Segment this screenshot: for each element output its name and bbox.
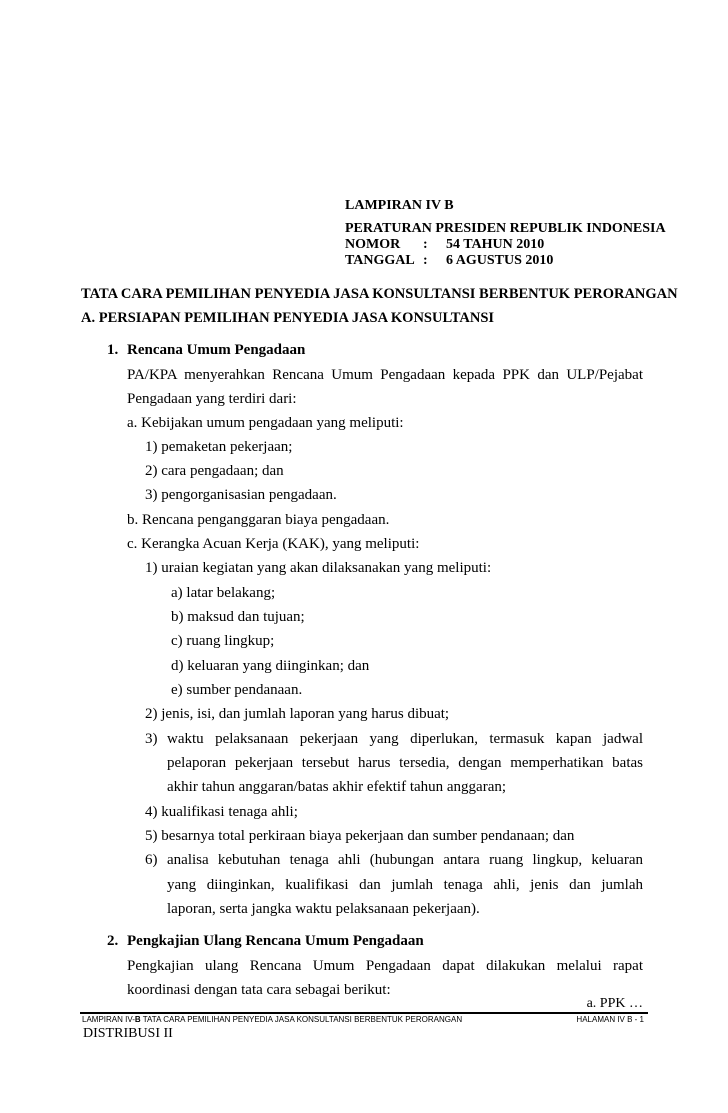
continuation-marker: a. PPK … [586,996,643,1011]
item1-a-1: 1) pemaketan pekerjaan; [145,439,293,455]
item1-a-2: 2) cara pengadaan; dan [145,463,284,479]
item1-a-3: 3) pengorganisasian pengadaan. [145,487,337,503]
item1-c-1: 1) uraian kegiatan yang akan dilaksanakan yang meliputi: [145,560,492,576]
footer-left-b: B [134,1015,141,1024]
item1-c-6-number: 6) [145,852,158,868]
item1-c-3-line3: akhir tahun anggaran/batas akhir efektif tahun anggaran; [167,779,507,795]
item1-c-2: 2) jenis, isi, dan jumlah laporan yang harus dibuat; [145,706,450,722]
item1-c-1-a: a) latar belakang; [171,585,276,601]
lampiran-label: LAMPIRAN IV B [345,198,454,213]
item1-c-6-line2: yang diinginkan, kualifikasi dan jumlah tenaga ahli, jenis dan jumlah [167,877,643,893]
item1-c-1-c: c) ruang lingkup; [171,633,275,649]
tanggal-value: 6 AGUSTUS 2010 [446,253,554,268]
tanggal-colon: : [423,253,428,268]
section-a-heading: A. PERSIAPAN PEMILIHAN PENYEDIA JASA KONSULTANSI [81,310,495,326]
footer-rule [80,1012,648,1014]
item1-c-6-line1: analisa kebutuhan tenaga ahli (hubungan antara ruang lingkup, keluaran [167,852,643,868]
peraturan-label: PERATURAN PRESIDEN REPUBLIK INDONESIA [345,221,666,236]
item2-paragraph-line1: Pengkajian ulang Rencana Umum Pengadaan dapat dilakukan melalui rapat [127,958,643,974]
item1-c-4: 4) kualifikasi tenaga ahli; [145,804,298,820]
item1-number: 1. [107,342,119,358]
nomor-value: 54 TAHUN 2010 [446,237,545,252]
footer-left [82,1015,462,1024]
footer-left-rest: TATA CARA PEMILIHAN PENYEDIA JASA KONSULTANSI BERBENTUK PERORANGAN [140,1015,463,1024]
item1-paragraph-line2: Pengadaan yang terdiri dari: [127,391,297,407]
item1-c: c. Kerangka Acuan Kerja (KAK), yang meliputi: [127,536,420,552]
item1-c-1-b: b) maksud dan tujuan; [171,609,305,625]
footer-page-number: HALAMAN IV B - 1 [576,1015,644,1024]
item1-b: b. Rencana penganggaran biaya pengadaan. [127,512,390,528]
nomor-label: NOMOR [345,237,401,252]
tanggal-label: TANGGAL [345,253,415,268]
item1-c-6-line3: laporan, serta jangka waktu pelaksanaan pekerjaan). [167,901,480,917]
nomor-colon: : [423,237,428,252]
item1-paragraph-line1: PA/KPA menyerahkan Rencana Umum Pengadaan kepada PPK dan ULP/Pejabat [127,367,643,383]
item1-c-1-e: e) sumber pendanaan. [171,682,303,698]
item1-c-1-d: d) keluaran yang diinginkan; dan [171,658,370,674]
item1-a: a. Kebijakan umum pengadaan yang meliputi: [127,415,404,431]
item1-c-3-number: 3) [145,731,158,747]
item2-paragraph-line2: koordinasi dengan tata cara sebagai berikut: [127,982,391,998]
item2-number: 2. [107,933,119,949]
item1-title: Rencana Umum Pengadaan [127,342,306,358]
footer-left-prefix: LAMPIRAN IV- [82,1015,135,1024]
distribusi-label: DISTRIBUSI II [83,1026,173,1041]
item1-c-5: 5) besarnya total perkiraan biaya pekerjaan dan sumber pendanaan; dan [145,828,575,844]
item1-c-3-line2: pelaporan pekerjaan tersebut harus tersedia, dengan memperhatikan batas [167,755,643,771]
item2-title: Pengkajian Ulang Rencana Umum Pengadaan [127,933,424,949]
item1-c-3-line1: waktu pelaksanaan pekerjaan yang diperlukan, termasuk kapan jadwal [167,731,643,747]
document-title: TATA CARA PEMILIHAN PENYEDIA JASA KONSULTANSI BERBENTUK PERORANGAN [81,286,678,302]
